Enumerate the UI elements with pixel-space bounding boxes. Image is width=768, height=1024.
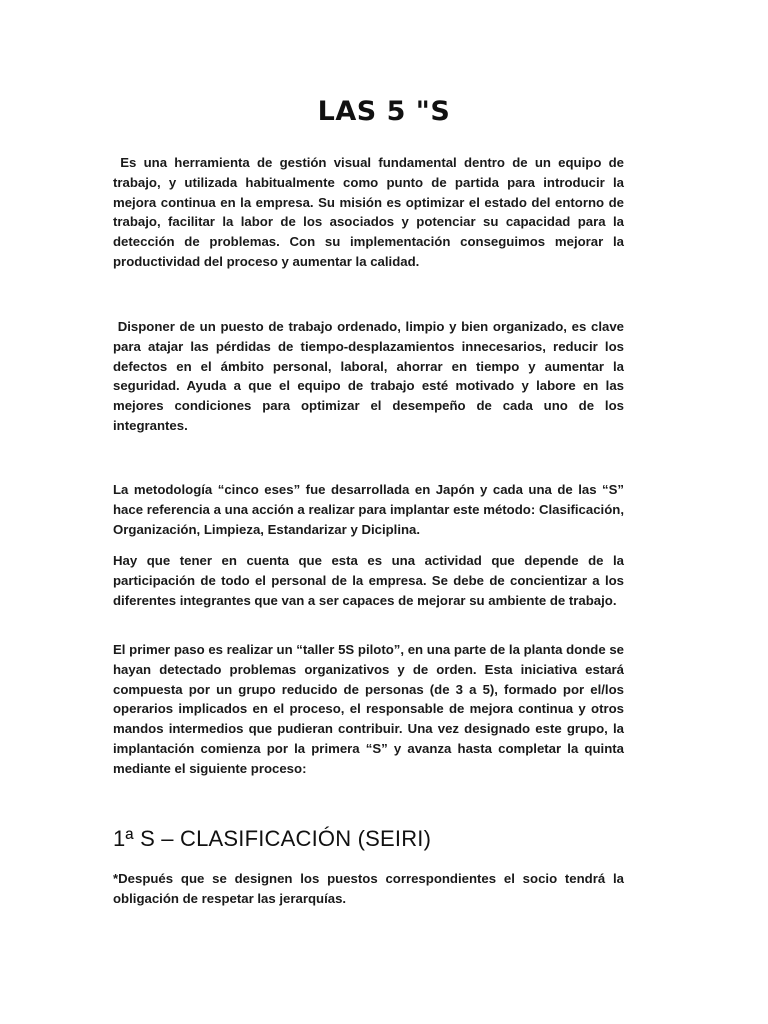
paragraph-participation: Hay que tener en cuenta que esta es una actividad que depende de la participación de todo el personal de la empresa. Se debe de concientizar a los diferentes integrantes que van a ser capaces de mejorar su ambiente de trabajo. bbox=[113, 553, 624, 608]
section-heading: 1ª S – CLASIFICACIÓN (SEIRI) bbox=[113, 826, 432, 851]
paragraph-methodology: La metodología “cinco eses” fue desarrollada en Japón y cada una de las “S” hace referencia a una acción a realizar para implantar este método: Clasificación, Organización, Limpieza, Estandarizar y Diciplina. bbox=[113, 482, 624, 537]
paragraph-pilot-workshop: El primer paso es realizar un “taller 5S piloto”, en una parte de la planta donde se hayan detectado problemas organizativos y de orden. Esta iniciativa estará compuesta por un grupo reducido de personas (de 3 a 5), formado por el/los operarios implicados en el proceso, el responsable de mejora continua y otros mandos intermedios que pudieran contribuir. Una vez designado este grupo, la implantación comienza por la primera “S” y avanza hasta completar la quinta mediante el siguiente proceso: bbox=[113, 642, 624, 776]
document-title: LAS 5 "S bbox=[317, 96, 451, 127]
paragraph-intro: Es una herramienta de gestión visual fundamental dentro de un equipo de trabajo, y utilizada habitualmente como punto de partida para introducir la mejora continua en la empresa. Su misión es optimizar el estado del entorno de trabajo, facilitar la labor de los asociados y potenciar su capacidad para la detección de problemas. Con su implementación conseguimos mejorar la productividad del proceso y aumentar la calidad. bbox=[113, 155, 624, 269]
section-paragraph: *Después que se designen los puestos correspondientes el socio tendrá la obligación de respetar las jerarquías. bbox=[113, 871, 624, 906]
paragraph-workplace: Disponer de un puesto de trabajo ordenado, limpio y bien organizado, es clave para atajar las pérdidas de tiempo-desplazamientos innecesarios, reducir los defectos en el ámbito personal, laboral, ahorrar en tiempo y aumentar la seguridad. Ayuda a que el equipo de trabajo esté motivado y labore en las mejores condiciones para optimizar el desempeño de cada uno de los integrantes. bbox=[113, 319, 624, 433]
